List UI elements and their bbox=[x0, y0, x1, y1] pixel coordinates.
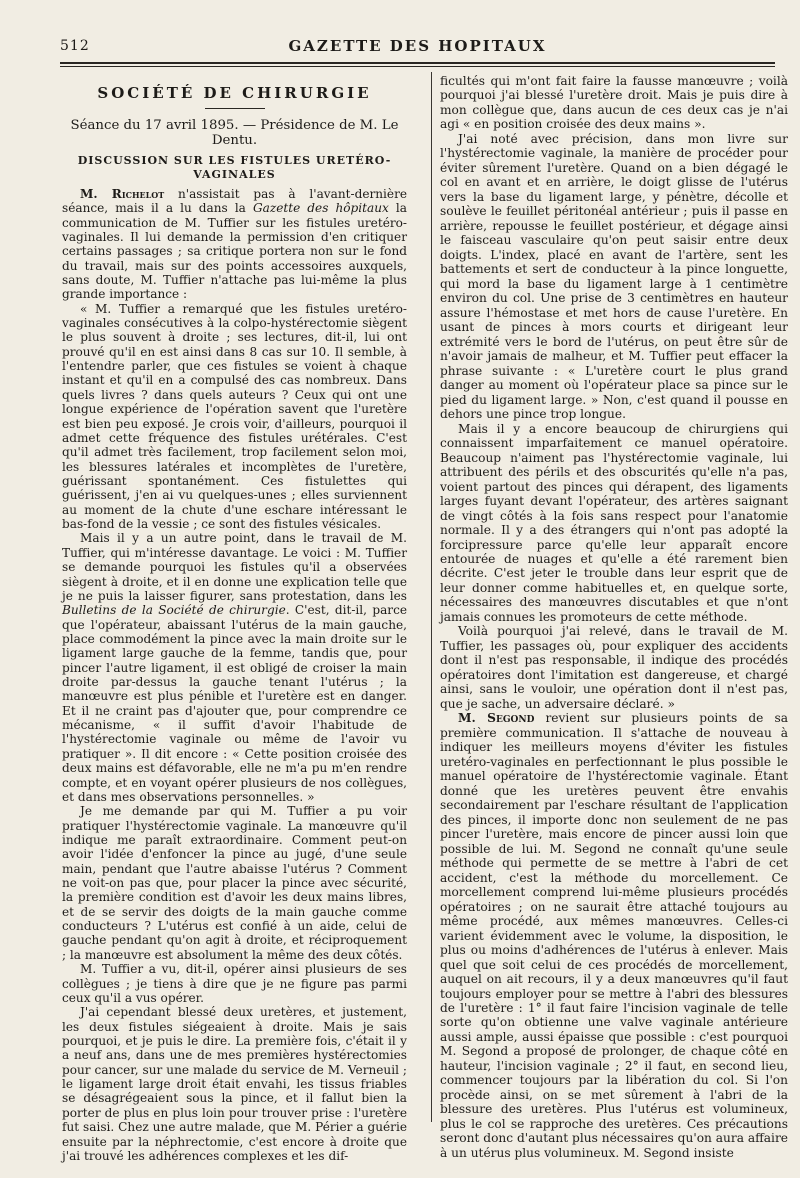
paragraph: Mais il y a encore beaucoup de chirurgiens qui connaissent imparfaitement ce manuel opératoire. Beaucoup n'aiment pas l'hystérectomie vaginale, lui attribuent des périls et des obscurités qu'elle n'a pas, voient partout des pinces qui dérapent, des ligaments larges fuyant devant l'opérateur, des artères saignant de vingt côtés à la fois sans respect pour l'anatomie normale. Il y a des étrangers qui n'ont pas adopté la forcipressure parce qu'elle leur apparaît encore entourée de nuages et qu'elle a été rarement bien décrite. C'est jeter le trouble dans leur esprit que de leur donner comme habituelles et, en quelque sorte, nécessaires des manœuvres discutables et que n'ont jamais connues les promoteurs de cette méthode. bbox=[440, 421, 788, 624]
header-rule-thick bbox=[60, 62, 775, 64]
journal-reference: Gazette des hôpitaux bbox=[252, 201, 389, 216]
paragraph-segond: M. Segond revient sur plusieurs points de sa première communication. Il s'attache de nouveau à indiquer les meilleurs moyens d'éviter les fistules uretéro-vaginales en perfectionnant le plus possible le manuel opératoire de l'hystérectomie vaginale. Étant donné que les uretères peuvent être envahis secondairement par l'eschare résultant de l'application des pinces, il importe donc non seulement de ne pas pincer l'uretère, mais encore de pincer aussi loin que possible de lui. M. Segond ne connaît qu'une seule méthode qui permette de se mettre à l'abri de cet accident, c'est la méthode du morcellement. Ce morcellement comprend lui-même plusieurs procédés opératoires ; on ne saurait être attaché toujours au même procédé, aux mêmes manœuvres. Celles-ci varient évidemment avec le volume, la disposition, le plus ou moins d'adhérences de l'utérus à enlever. Mais quel que soit celui de ces procédés de morcellement, auquel on ait recours, il y a deux manœuvres qu'il faut toujours employer pour se mettre à l'abri des blessures de l'uretère : 1° il faut faire l'incision vaginale de telle sorte qu'on obtienne une valve vaginale antérieure aussi ample, aussi épaisse que possible : c'est pourquoi M. Segond a proposé de prolonger, de chaque côté en hauteur, l'incision vaginale ; 2° il faut, en second lieu, commencer toujours par la libération du col. Si l'on procède ainsi, on se met sûrement à l'abri de la blessure des uretères. Plus l'utérus est volumineux, plus le col se rapproche des uretères. Ces précautions seront donc d'autant plus nécessaires qu'on aura affaire à un utérus plus volumineux. M. Segond insiste bbox=[440, 711, 788, 1160]
section-rule bbox=[205, 108, 265, 109]
paragraph: « M. Tuffier a remarqué que les fistules uretéro-vaginales consécutives à la colpo-hystérectomie siègent le plus souvent à droite ; ses lectures, dit-il, lui ont prouvé qu'il en est ainsi dans 8 cas sur 10. Il semble, à l'entendre parler, que ces fistules se voient à chaque instant et qu'il en a compulsé des cas nombreux. Dans quels livres ? dans quels auteurs ? Ceux qui ont une longue expérience de l'opération savent que l'uretère est bien peu exposé. Je crois voir, d'ailleurs, pourquoi il admet cette fréquence des fistules urétérales. C'est qu'il admet très facilement, trop facilement selon moi, les blessures latérales et incomplètes de l'uretère, guérissant spontanément. Ces fistulettes qui guérissent, j'en ai vu quelques-unes ; elles surviennent au moment de la chute d'une eschare intéressant le bas-fond de la vessie ; ce sont des fistules vésicales. bbox=[62, 301, 407, 532]
journal-title: GAZETTE DES HOPITAUX bbox=[288, 37, 547, 55]
page-number: 512 bbox=[60, 38, 90, 54]
speaker-name: M. Segond bbox=[458, 711, 535, 726]
discussion-heading: DISCUSSION SUR LES FISTULES URETÉRO-VAGINALES bbox=[77, 154, 392, 182]
paragraph: J'ai cependant blessé deux uretères, et justement, les deux fistules siégeaient à droite. Mais je sais pourquoi, et je puis le dire. La première fois, c'était il y a neuf ans, dans une de mes premières hystérectomies pour cancer, sur une malade du service de M. Verneuil ; le ligament large droit était envahi, les tissus friables se désagrégeaient sous la pince, et il fallut bien la porter de plus en plus loin pour trouver prise : l'uretère fut saisi. Chez une autre malade, que M. Périer a guérie ensuite par la néphrectomie, c'est encore à droite que j'ai trouvé les adhérences complexes et les dif- bbox=[62, 1005, 407, 1163]
left-column bbox=[62, 86, 407, 1163]
paragraph: M. Tuffier a vu, dit-il, opérer ainsi plusieurs de ses collègues ; je tiens à dire que je ne figure pas parmi ceux qu'il a vus opérer. bbox=[62, 962, 407, 1005]
paragraph: ficultés qui m'ont fait faire la fausse manœuvre ; voilà pourquoi j'ai blessé l'uretère droit. Mais je puis dire à mon collègue que, dans aucun de ces deux cas je n'ai agi « en position croisée des deux mains ». bbox=[440, 74, 788, 132]
paragraph: Mais il y a un autre point, dans le travail de M. Tuffier, qui m'intéresse davantage. Le voici : M. Tuffier se demande pourquoi les fistules qu'il a observées siègent à droite, et il en donne une explication telle que je ne puis la laisser figurer, sans protestation, dans les Bulletins de la Société de chirurgie. C'est, dit-il, parce que l'opérateur, abaissant l'utérus de la main gauche, place commodément la pince avec la main droite sur le ligament large gauche de la femme, tandis que, pour pincer l'autre ligament, il est obligé de croiser la main droite par-dessus la gauche tenant l'utérus ; la manœuvre est plus pénible et l'uretère est en danger. Et il ne craint pas d'ajouter que, pour comprendre ce mécanisme, « il suffit d'avoir l'habitude de l'hystérectomie vaginale ou même de l'avoir vu pratiquer ». Il dit encore : « Cette position croisée des deux mains est défavorable, elle ne m'a pu m'en rendre compte, et en voyant opérer plusieurs de nos collègues, et dans mes observations personnelles. » bbox=[62, 531, 407, 804]
seance-line: Séance du 17 avril 1895. — Présidence de M. Le Dentu. bbox=[70, 118, 399, 148]
header-rule-thin bbox=[60, 66, 775, 67]
speaker-name: M. Richelot bbox=[80, 186, 165, 201]
paragraph: J'ai noté avec précision, dans mon livre sur l'hystérectomie vaginale, la manière de procéder pour éviter sûrement l'uretère. Quand on a bien dégagé le col en avant et en arrière, le doigt glisse de l'utérus vers la base du ligament large, y pénètre, décolle et soulève le feuillet péritonéal antérieur ; puis il passe en arrière, repousse le feuillet postérieur, et dégage ainsi le faisceau vasculaire qu'on peut saisir entre deux doigts. L'index, placé en avant de l'artère, sent les battements et sert de conducteur à la pince longuette, qui mord la base du ligament large à 1 centimètre environ du col. Une prise de 3 centimètres en hauteur assure l'hémostase et met hors de cause l'uretère. En usant de pinces à mors courts et dirigeant leur extrémité vers le bord de l'utérus, on peut être sûr de n'avoir jamais de malheur, et M. Tuffier peut effacer la phrase suivante : « L'uretère court le plus grand danger au moment où l'opérateur place sa pince sur le pied du ligament large. » Non, c'est quand il pousse en dehors une pince trop longue. bbox=[440, 131, 788, 422]
right-column bbox=[440, 74, 788, 1160]
journal-reference: Bulletins de la Société de chirurgie bbox=[62, 603, 286, 618]
column-divider bbox=[431, 72, 432, 1122]
paragraph: Je me demande par qui M. Tuffier a pu voir pratiquer l'hystérectomie vaginale. La manœuvre qu'il indique me paraît extraordinaire. Comment peut-on avoir l'idée d'enfoncer la pince au jugé, d'une seule main, pendant que l'autre abaisse l'utérus ? Comment ne voit-on pas que, pour placer la pince avec sécurité, la première condition est d'avoir les deux mains libres, et de se servir des doigts de la main gauche comme conducteurs ? L'utérus est confié à un aide, celui de gauche pendant qu'on agit à droite, et réciproquement ; la manœuvre est absolument la même des deux côtés. bbox=[62, 804, 407, 962]
paragraph: Voilà pourquoi j'ai relevé, dans le travail de M. Tuffier, les passages où, pour expliquer des accidents dont il n'est pas responsable, il indique des procédés opératoires dont l'imitation est dangereuse, et chargé ainsi, sans le vouloir, une opération dont il n'est pas, que je sache, un adversaire déclaré. » bbox=[440, 624, 788, 711]
running-header bbox=[60, 36, 775, 58]
section-title: SOCIÉTÉ DE CHIRURGIE bbox=[97, 84, 372, 102]
paragraph-richelot-intro: M. Richelot n'assistait pas à l'avant-dernière séance, mais il a lu dans la Gazette des hôpitaux la communication de M. Tuffier sur les fistules uretéro-vaginales. Il lui demande la permission d'en critiquer certains passages ; sa critique portera non sur le fond du travail, mais sur des points accessoires auxquels, sans doute, M. Tuffier n'attache pas lui-même la plus grande importance : bbox=[62, 186, 408, 302]
